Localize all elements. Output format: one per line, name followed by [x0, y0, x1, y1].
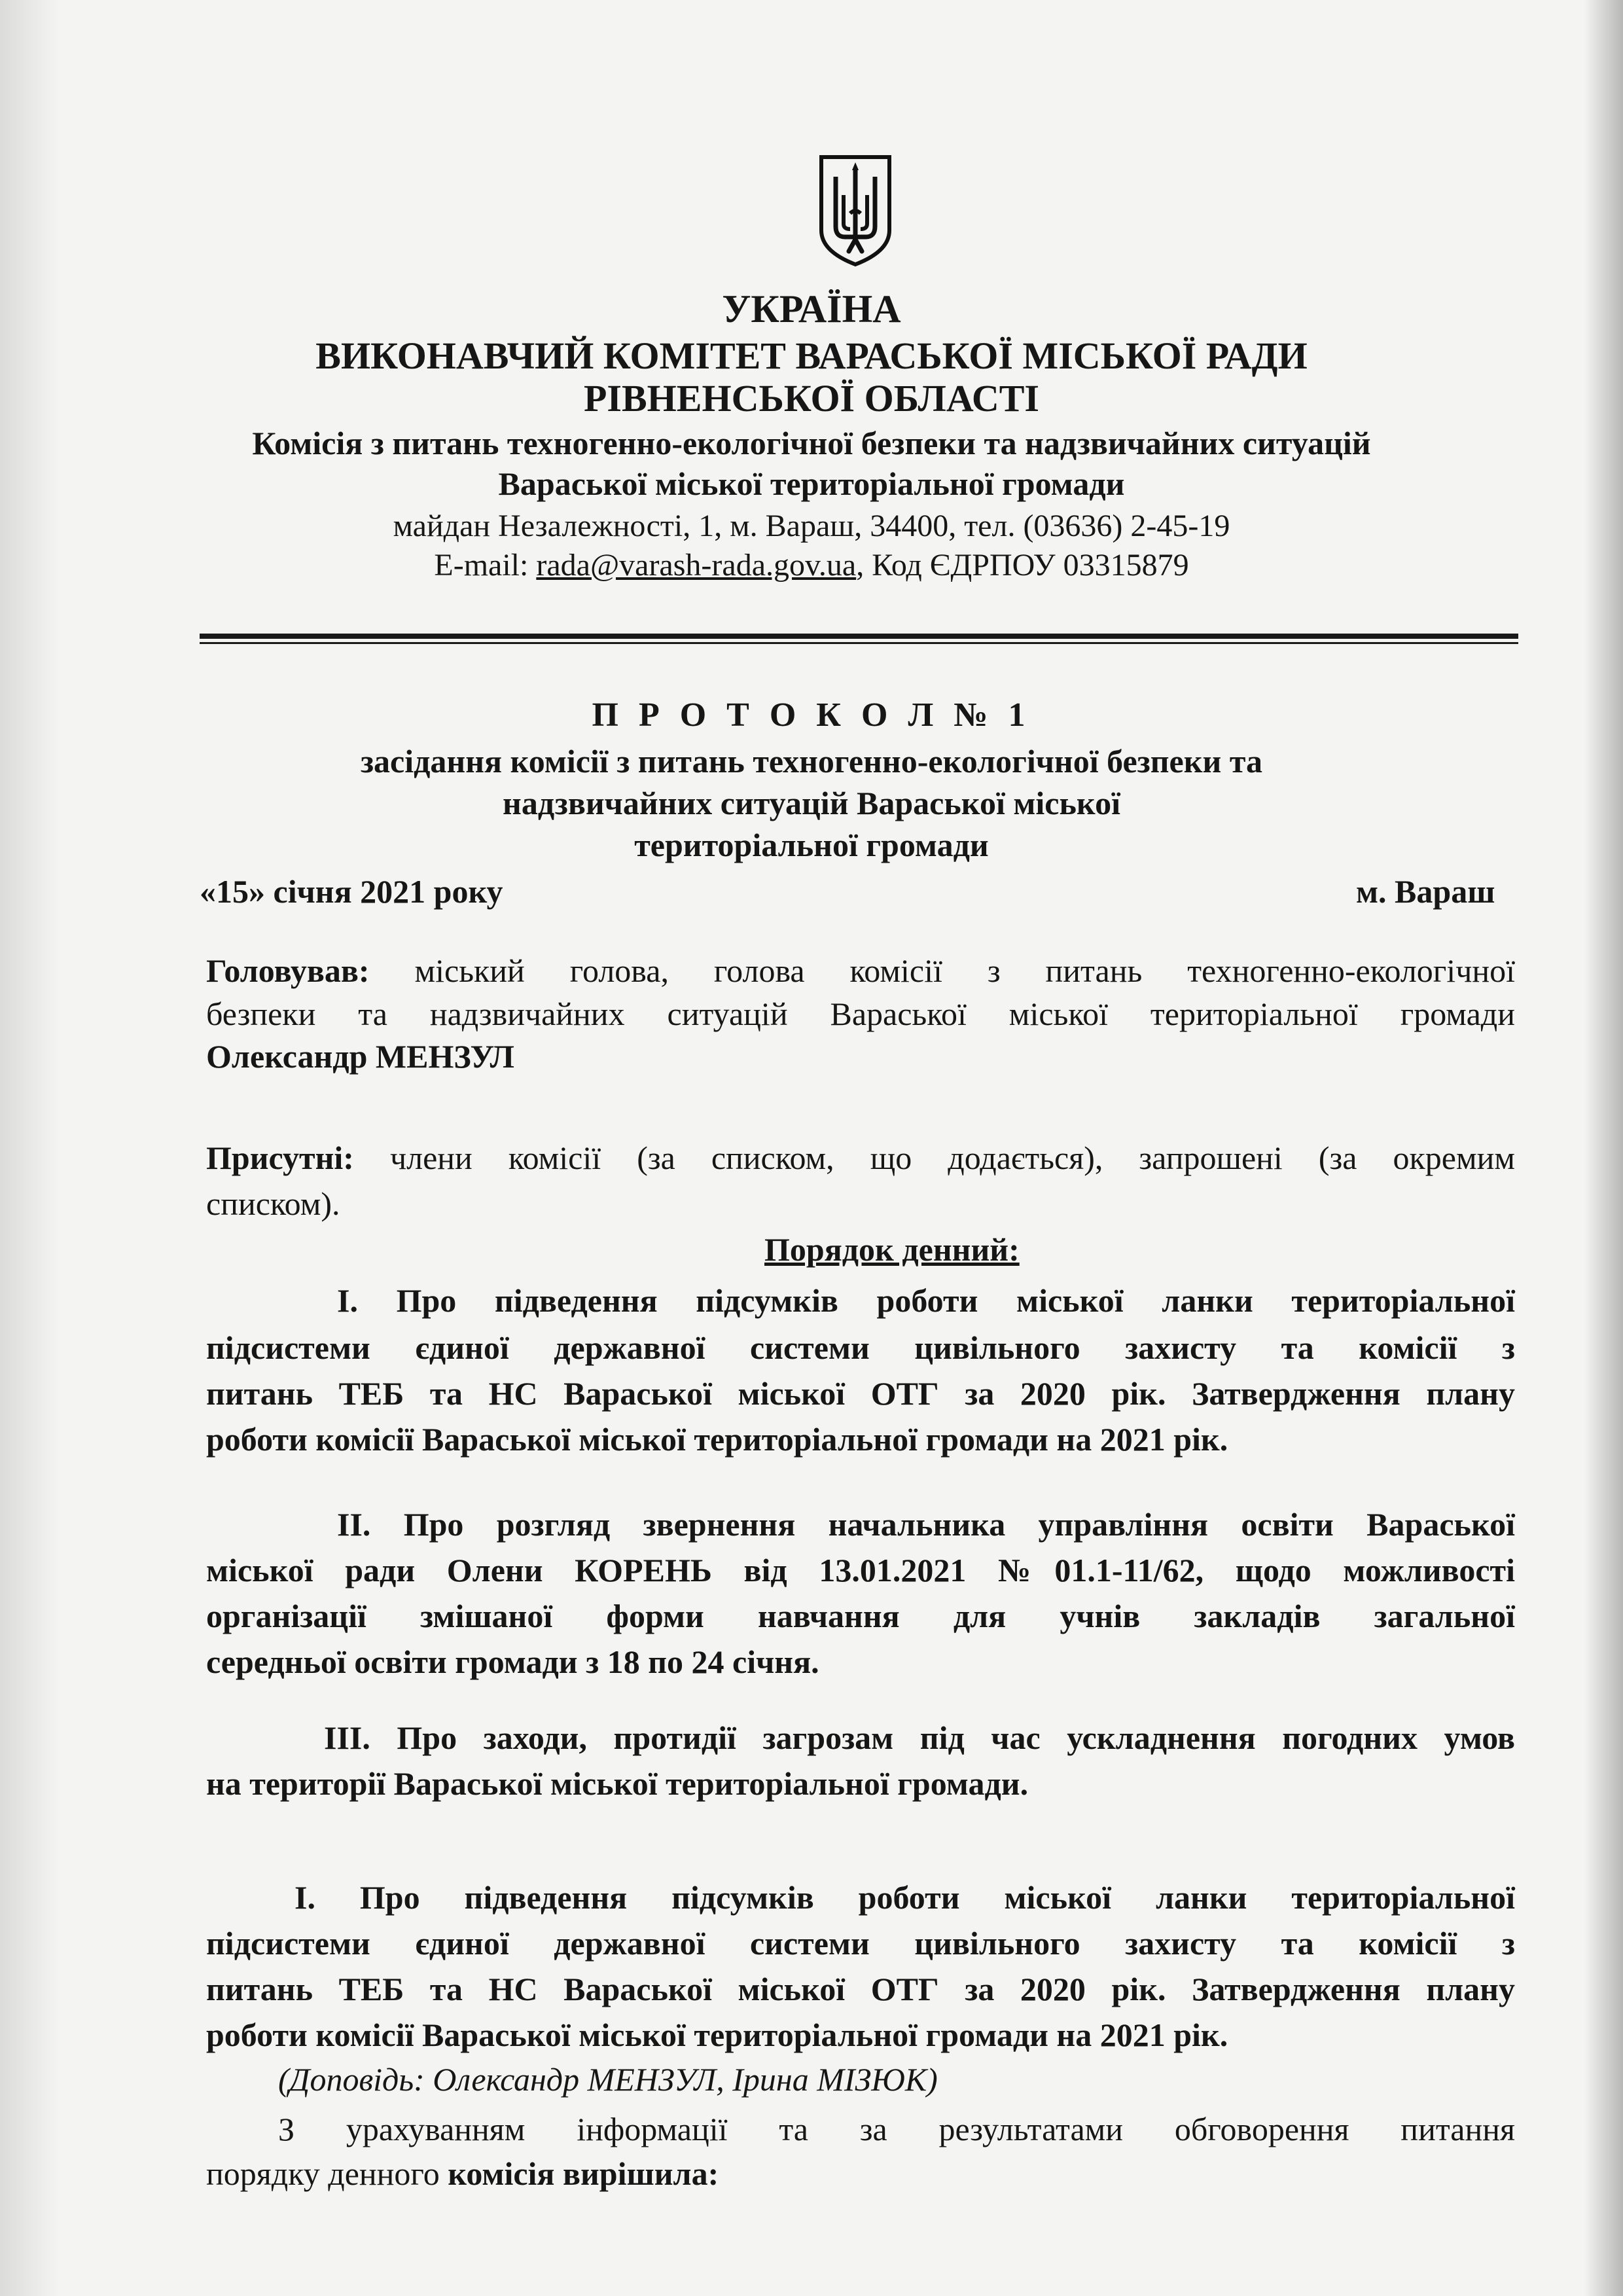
section1-heading-line1: І. Про підведення підсумків роботи міської ланки територіальної	[294, 1879, 1515, 1916]
contact-line	[0, 547, 1623, 583]
protocol-subtitle-line3: територіальної громади	[634, 827, 989, 863]
commission-name-line1: Комісія з питань техногенно-екологічної безпеки та надзвичайних ситуацій	[252, 425, 1371, 461]
section1-text-line2	[206, 2155, 719, 2193]
agenda-title: Порядок денний:	[764, 1231, 1020, 1268]
email-link[interactable]: rada@varash-rada.gov.ua	[536, 548, 857, 583]
org-title-line1: ВИКОНАВЧИЙ КОМІТЕТ ВАРАСЬКОЇ МІСЬКОЇ РАДИ	[315, 334, 1308, 377]
edrpou-code: , Код ЄДРПОУ 03315879	[856, 548, 1189, 583]
agenda-item3-line1: ІІІ. Про заходи, протидії загрозам під час ускладнення погодних умов	[324, 1719, 1515, 1756]
header-divider-thick	[200, 634, 1518, 639]
chair-text: міський голова, голова комісії з питань техногенно-екологічної	[369, 952, 1515, 989]
protocol-title: П Р О Т О К О Л № 1	[592, 696, 1031, 734]
protocol-date: «15» січня 2021 року	[200, 873, 503, 910]
section1-heading-line4: роботи комісії Вараської міської територіальної громади на 2021 рік.	[206, 2017, 1228, 2053]
protocol-subtitle-line2: надзвичайних ситуацій Вараської міської	[503, 785, 1120, 821]
present-text: члени комісії (за списком, що додається), запрошені (за окремим	[353, 1139, 1515, 1176]
present-line2: списком).	[206, 1185, 340, 1222]
agenda-item1-line1: І. Про підведення підсумків роботи міської ланки територіальної	[337, 1282, 1515, 1319]
section1-text-plain: порядку денного	[206, 2155, 448, 2192]
header-divider-thin	[200, 642, 1518, 644]
present-label: Присутні:	[206, 1139, 354, 1176]
chair-name: Олександр МЕНЗУЛ	[206, 1038, 514, 1075]
chair-line2: безпеки та надзвичайних ситуацій Вараської міської територіальної громади	[206, 996, 1515, 1032]
agenda-item2-line4: середньої освіти громади з 18 по 24 січня.	[206, 1643, 819, 1680]
agenda-item2-line3: організації змішаної форми навчання для учнів закладів загальної	[206, 1598, 1515, 1634]
commission-name-line2: Вараської міської територіальної громади	[498, 465, 1125, 502]
agenda-item1-line2: підсистеми єдиної державної системи цивільного захисту та комісії з	[206, 1329, 1515, 1366]
chair-label: Головував:	[206, 952, 370, 989]
chair-line1	[206, 952, 1515, 990]
agenda-item2-line2: міської ради Олени КОРЕНЬ від 13.01.2021 №01.1-11/62, щодо можливості	[206, 1552, 1515, 1588]
org-title-line2: РІВНЕНСЬКОЇ ОБЛАСТІ	[584, 377, 1039, 420]
section1-decision-label: комісія вирішила:	[448, 2155, 719, 2192]
protocol-subtitle-line1: засідання комісії з питань техногенно-екологічної безпеки та	[360, 743, 1263, 780]
coat-of-arms-icon	[816, 153, 895, 268]
agenda-item1-line4: роботи комісії Вараської міської територіальної громади на 2021 рік.	[206, 1421, 1228, 1458]
present-line1	[206, 1139, 1515, 1177]
agenda-item1-line3: питань ТЕБ та НС Вараської міської ОТГ за 2020 рік. Затвердження плану	[206, 1375, 1515, 1412]
country-title: УКРАЇНА	[722, 287, 901, 331]
protocol-place: м. Вараш	[1356, 873, 1495, 910]
email-prefix: E-mail:	[434, 548, 537, 583]
agenda-item3-line2: на території Вараської міської територіальної громади.	[206, 1765, 1029, 1802]
agenda-item2-line1: ІІ. Про розгляд звернення начальника управління освіти Вараської	[337, 1506, 1515, 1543]
section1-heading-line2: підсистеми єдиної державної системи цивільного захисту та комісії з	[206, 1925, 1515, 1962]
section1-text-line1: З урахуванням інформації та за результатами обговорення питання	[278, 2111, 1515, 2147]
address-line: майдан Незалежності, 1, м. Вараш, 34400, тел. (03636) 2-45-19	[393, 509, 1230, 543]
section1-heading-line3: питань ТЕБ та НС Вараської міської ОТГ за 2020 рік. Затвердження плану	[206, 1971, 1515, 2007]
section1-report: (Доповідь: Олександр МЕНЗУЛ, Ірина МІЗЮК)	[278, 2061, 938, 2098]
